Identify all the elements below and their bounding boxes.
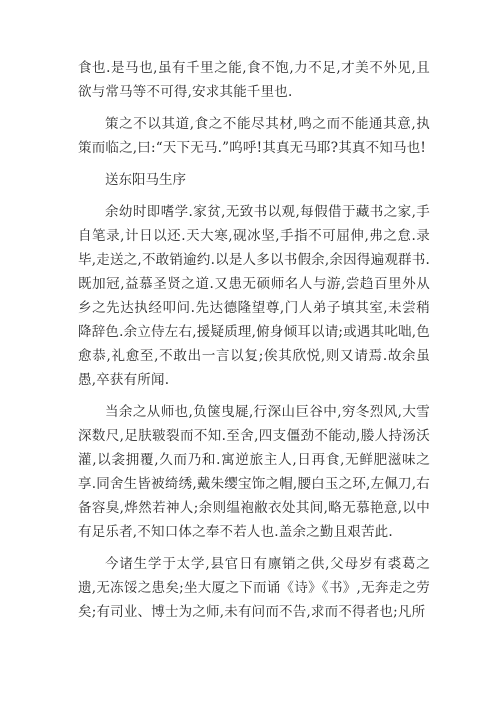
paragraph-2: 策之不以其道,食之不能尽其材,鸣之而不能通其意,执策而临之,曰:“天下无马.”呜呼!其真无马耶?其真不知马也! bbox=[78, 116, 430, 156]
paragraph-3: 余幼时即嗜学.家贫,无致书以观,每假借于藏书之家,手自笔录,计日以还.天大寒,砚冰坚,手指不可屈伸,弗之怠.录毕,走送之,不敢销逾约.以是人多以书假余,余因得遍观群书.既加冠,益慕圣贤之道.又患无硕师名人与游,尝趋百里外从乡之先达执经叩问.先达德隆望尊,门人弟子填其室,未尝稍降辞色.余立侍左右,援疑质理,俯身倾耳以请;或遇其叱咄,色愈恭,礼愈至,不敢出一言以复;俟其欣悦,则又请焉.故余虽愚,卒获有所闻. bbox=[78, 204, 430, 388]
paragraph-1: 食也.是马也,虽有千里之能,食不饱,力不足,才美不外见,且欲与常马等不可得,安求其能千里也. bbox=[78, 60, 430, 100]
paragraph-4: 当余之从师也,负箧曳屣,行深山巨谷中,穷冬烈风,大雪深数尺,足肤皲裂而不知.至舍,四支僵劲不能动,媵人持汤沃灌,以衾拥覆,久而乃和.寓逆旅主人,日再食,无鲜肥滋味之享.同舍生皆被绮绣,戴朱缨宝饰之帽,腰白玉之环,左佩刀,右备容臭,烨然若神人;余则缊袍敝衣处其间,略无慕艳意,以中有足乐者,不知口体之奉不若人也.盖余之勤且艰苦此. bbox=[78, 404, 430, 540]
paragraph-5: 今诸生学于太学,县官日有廪销之供,父母岁有裘葛之遗,无冻馁之患矣;坐大厦之下而诵《诗》《书》,无奔走之劳矣;有司业、博士为之师,未有问而不告,求而不得者也;凡所 bbox=[78, 556, 430, 620]
document-page bbox=[78, 56, 430, 632]
section-title: 送东阳马生序 bbox=[105, 172, 186, 188]
